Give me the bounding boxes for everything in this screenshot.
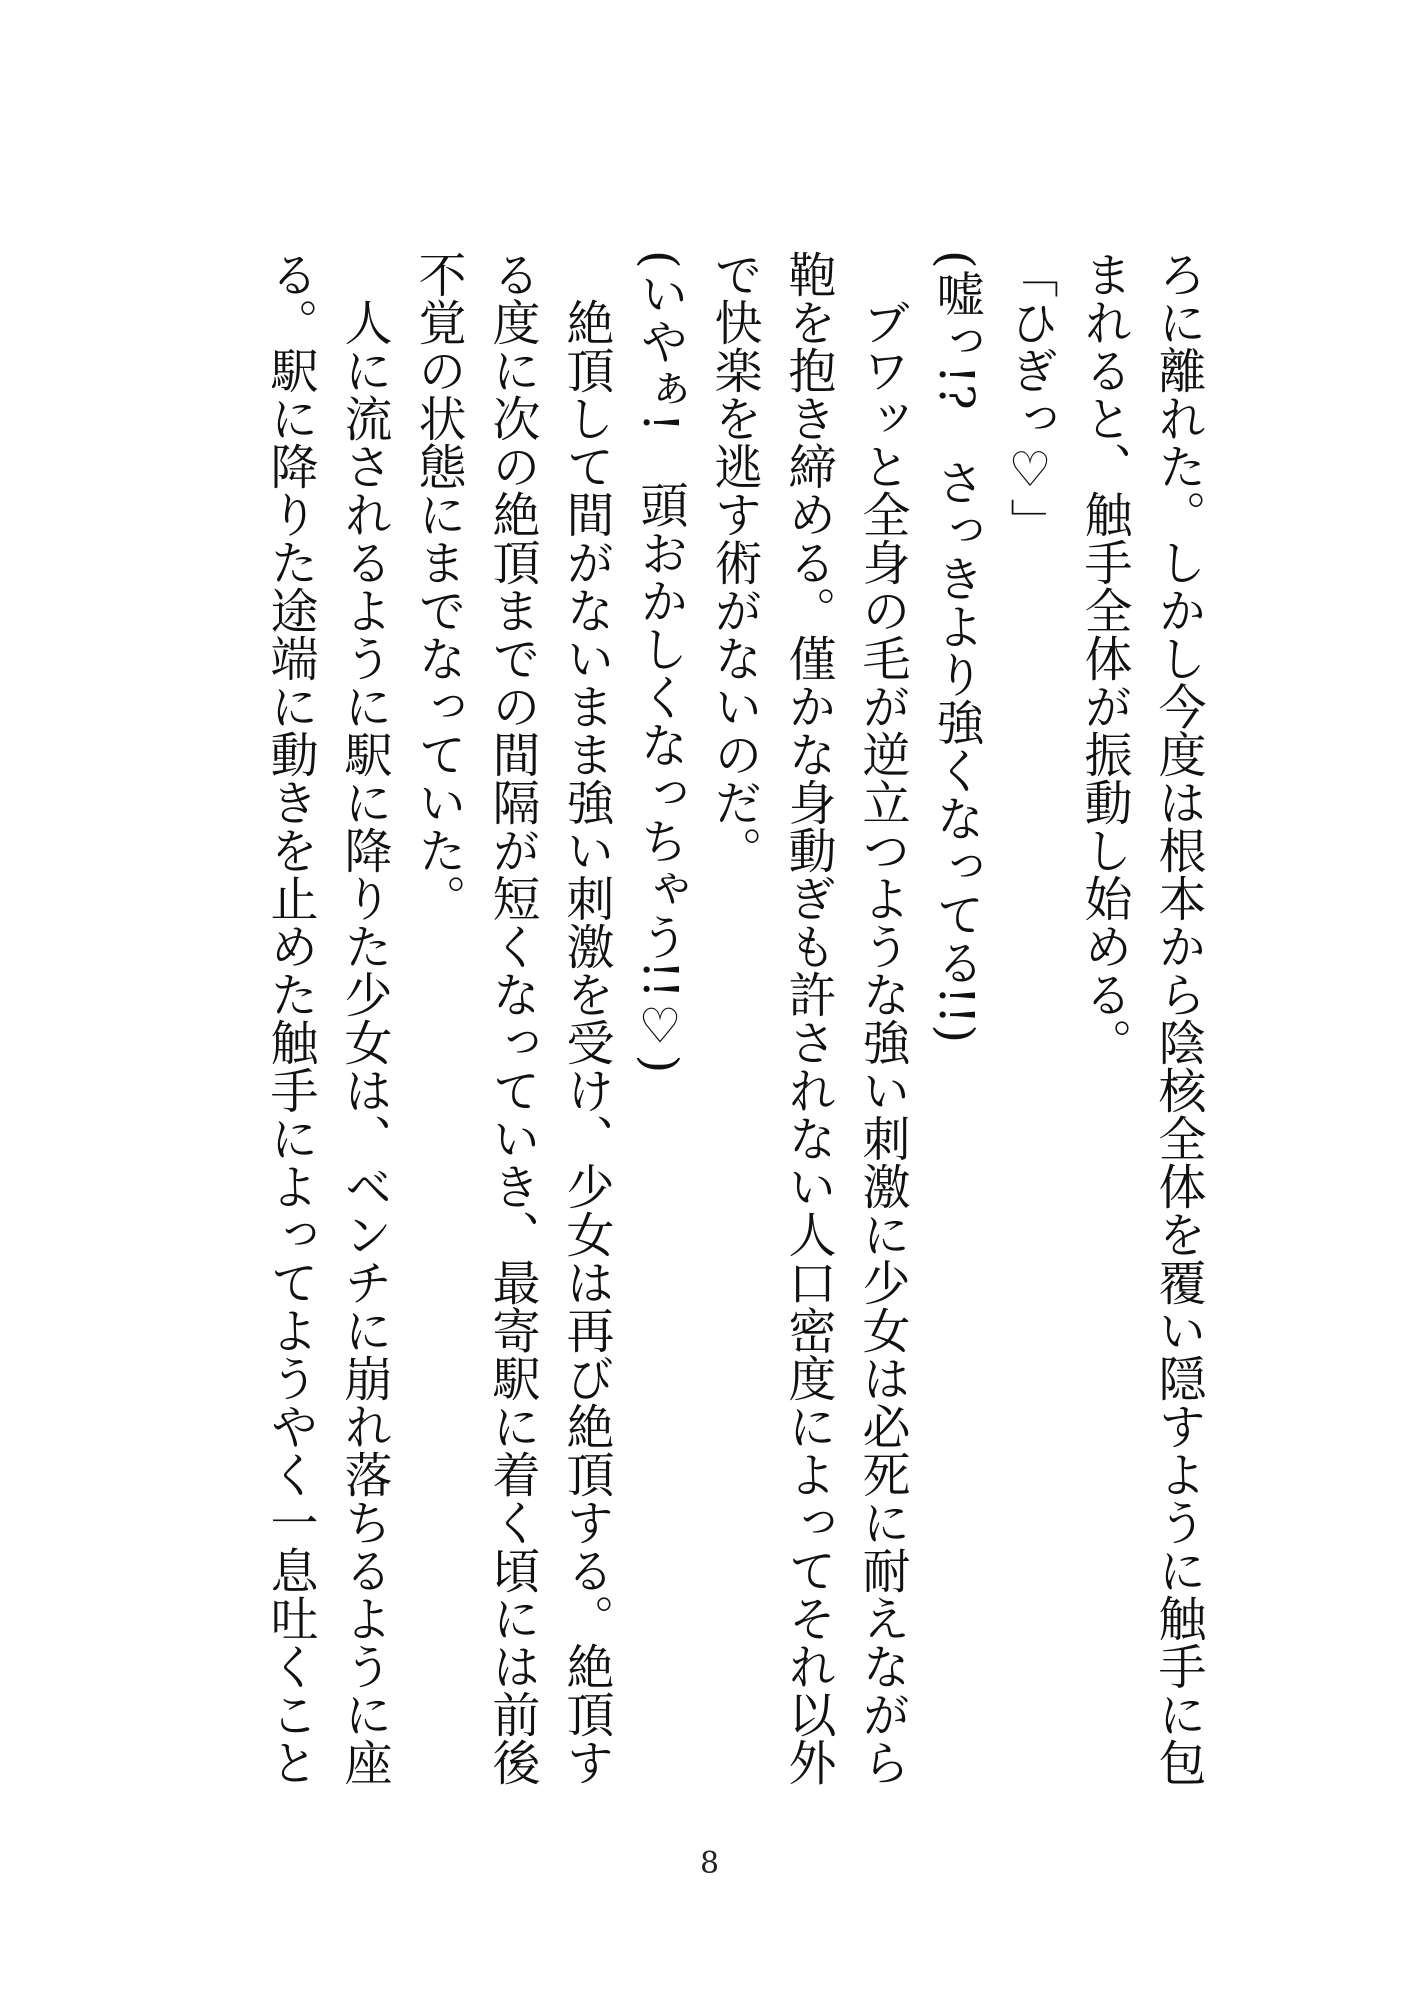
text-line: (いやぁ! 頭おかしくなっちゃう!!♡) — [632, 250, 688, 1074]
text-line: 「ひぎっ♡」 — [1002, 250, 1058, 546]
vertical-text-body — [205, 250, 1215, 1810]
text-line: (嘘っ!? さっきより強くなってる!!) — [928, 250, 984, 1044]
text-line: ろに離れた。しかし今度は根本から陰核全体を覆い隠すように触手に包 — [1150, 250, 1206, 1786]
text-line: る度に次の絶頂までの間隔が短くなっていき、最寄駅に着く頃には前後 — [484, 250, 540, 1786]
text-line: 人に流されるように駅に降りた少女は、ベンチに崩れ落ちるように座 — [336, 250, 392, 1786]
page-number: 8 — [699, 1846, 720, 1881]
text-line: まれると、触手全体が振動し始める。 — [1076, 250, 1132, 1066]
text-line: 不覚の状態にまでなっていた。 — [410, 250, 466, 922]
text-line: 絶頂して間がないまま強い刺激を受け、少女は再び絶頂する。絶頂す — [558, 250, 614, 1786]
text-line: る。駅に降りた途端に動きを止めた触手によってようやく一息吐くこと — [262, 250, 318, 1786]
text-line: ブワッと全身の毛が逆立つような強い刺激に少女は必死に耐えながら — [854, 250, 910, 1786]
text-line: で快楽を逃す術がないのだ。 — [706, 250, 762, 874]
text-line: 鞄を抱き締める。僅かな身動ぎも許されない人口密度によってそれ以外 — [780, 250, 836, 1786]
